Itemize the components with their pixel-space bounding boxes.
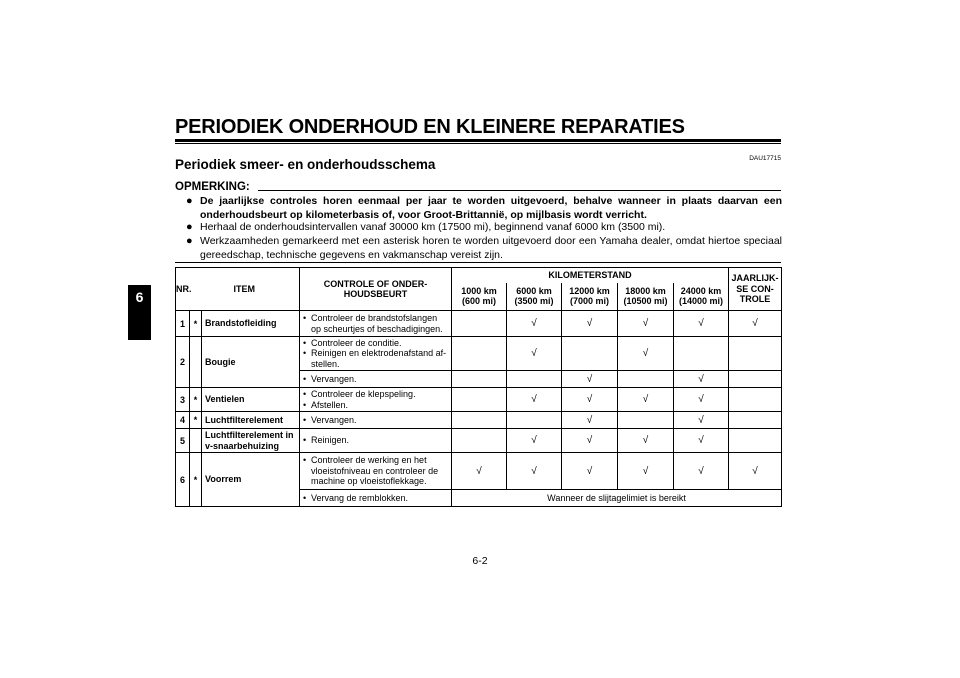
dealer-asterisk: [190, 337, 202, 388]
check-line-text: Vervangen.: [311, 373, 357, 384]
note-text: Werkzaamheden gemarkeerd met een asterisk horen te worden uitgevoerd door een Yamaha dealer, omdat hiertoe speciaal gereedschap, technische gegevens en vakmanschap vereist zijn.: [200, 235, 782, 261]
bullet-icon: •: [303, 414, 307, 425]
check-line-text: machine op vloeistoflekkage.: [311, 476, 427, 487]
interval-check-cell: √: [562, 412, 618, 429]
bullet-icon: •: [303, 492, 307, 503]
row-number: 5: [176, 429, 190, 453]
interval-check-cell: √: [507, 388, 562, 412]
bullet-icon: ●: [186, 235, 193, 247]
check-description: [300, 337, 452, 371]
yearly-check-cell: [729, 429, 782, 453]
dealer-asterisk: *: [190, 311, 202, 337]
dealer-asterisk: *: [190, 453, 202, 507]
header-kilometerstand: KILOMETERSTAND: [452, 268, 729, 283]
interval-check-cell: [507, 412, 562, 429]
check-line: [303, 359, 451, 370]
reference-code: DAU17715: [749, 155, 781, 162]
note-text: De jaarlijkse controles horen eenmaal per jaar te worden uitgevoerd, behalve wanneer in plaats daarvan een onderhoudsbeurt op kilometerbasis of, voor Groot-Brittannië, op mijlbasis wordt verricht.: [200, 195, 782, 221]
chapter-tab: [128, 285, 151, 340]
bullet-icon: •: [303, 435, 307, 446]
interval-check-cell: [618, 371, 674, 388]
interval-check-cell: √: [562, 311, 618, 337]
note-item: [186, 221, 782, 235]
interval-check-cell: [452, 311, 507, 337]
interval-check-cell: √: [562, 453, 618, 490]
bullet-icon: •: [303, 313, 307, 323]
check-line-text: Controleer de klepspeling.: [311, 389, 416, 399]
yearly-check-cell: [729, 337, 782, 371]
header-interval: [674, 283, 729, 311]
interval-check-cell: √: [674, 429, 729, 453]
check-line: [303, 313, 451, 324]
check-line-text: Controleer de brandstofslangen: [311, 313, 438, 323]
interval-check-cell: √: [674, 453, 729, 490]
yearly-check-cell: [729, 412, 782, 429]
check-description: [300, 371, 452, 388]
table-row: [176, 412, 782, 429]
yearly-check-cell: √: [729, 311, 782, 337]
interval-check-cell: [452, 388, 507, 412]
item-name: Luchtfilterelement in v-snaarbehuizing: [202, 429, 300, 453]
interval-check-cell: √: [618, 429, 674, 453]
maintenance-table: [175, 267, 782, 507]
table-row: [176, 311, 782, 337]
check-line-text: Vervang de remblokken.: [311, 492, 409, 503]
check-line: [303, 400, 451, 411]
yearly-check-cell: √: [729, 453, 782, 490]
check-line-text: Reinigen en elektrodenafstand af-: [311, 348, 447, 359]
bullet-icon: ●: [186, 195, 193, 207]
header-nr: NR.: [176, 268, 190, 311]
interval-note: Wanneer de slijtagelimiet is bereikt: [452, 490, 782, 507]
interval-km: 12000 km: [569, 285, 610, 296]
check-description: [300, 490, 452, 507]
item-name: Luchtfilterelement: [202, 412, 300, 429]
check-line: [303, 466, 451, 477]
interval-check-cell: √: [618, 337, 674, 371]
interval-check-cell: √: [507, 453, 562, 490]
interval-mi: (3500 mi): [514, 296, 554, 307]
interval-km: 24000 km: [680, 285, 722, 296]
table-row: [176, 388, 782, 412]
row-number: 2: [176, 337, 190, 388]
note-end-rule: [175, 262, 781, 263]
check-line: [303, 338, 451, 349]
item-name: Ventielen: [202, 388, 300, 412]
chapter-title: PERIODIEK ONDERHOUD EN KLEINERE REPARATIES: [175, 116, 685, 138]
check-line-text: Afstellen.: [311, 399, 349, 410]
dealer-asterisk: *: [190, 388, 202, 412]
bullet-icon: •: [303, 399, 307, 410]
header-interval: [618, 283, 674, 311]
interval-check-cell: √: [618, 388, 674, 412]
interval-check-cell: √: [674, 311, 729, 337]
header-item: ITEM: [190, 268, 300, 311]
interval-mi: (14000 mi): [679, 296, 724, 307]
interval-check-cell: √: [674, 412, 729, 429]
table-row: [176, 337, 782, 371]
bullet-icon: •: [303, 348, 307, 359]
header-interval: [562, 283, 618, 311]
yearly-check-cell: [729, 371, 782, 388]
row-number: 1: [176, 311, 190, 337]
interval-check-cell: [618, 412, 674, 429]
interval-check-cell: [674, 337, 729, 371]
interval-check-cell: √: [674, 388, 729, 412]
check-line: [303, 435, 451, 446]
check-description: [300, 453, 452, 490]
interval-check-cell: √: [562, 388, 618, 412]
section-title: Periodiek smeer- en onderhoudsschema: [175, 157, 436, 172]
interval-check-cell: √: [507, 429, 562, 453]
dealer-asterisk: [190, 429, 202, 453]
interval-check-cell: √: [618, 453, 674, 490]
check-description: [300, 429, 452, 453]
header-interval: [452, 283, 507, 311]
interval-check-cell: √: [562, 371, 618, 388]
check-description: [300, 412, 452, 429]
check-line-text: Reinigen.: [311, 435, 350, 446]
yearly-check-cell: [729, 388, 782, 412]
interval-check-cell: [452, 429, 507, 453]
header-interval: [507, 283, 562, 311]
check-line: [303, 389, 451, 400]
check-description: [300, 388, 452, 412]
check-line-text: Vervangen.: [311, 414, 357, 425]
bullet-icon: •: [303, 455, 307, 466]
check-line: [303, 415, 451, 426]
check-line-text: Controleer de werking en het: [311, 455, 427, 466]
check-line: [303, 476, 451, 487]
note-text: Herhaal de onderhoudsintervallen vanaf 30000 km (17500 mi), beginnend vanaf 6000 km (3500 mi).: [200, 221, 666, 233]
interval-mi: (600 mi): [461, 296, 496, 307]
chapter-tab-label: 6: [135, 289, 144, 305]
interval-check-cell: [452, 412, 507, 429]
header-yearly: JAARLIJK-SE CON-TROLE: [729, 268, 782, 311]
table-row: [176, 429, 782, 453]
interval-check-cell: √: [618, 311, 674, 337]
note-item: [186, 235, 782, 262]
check-line: [303, 493, 451, 504]
check-line: [303, 348, 451, 359]
bullet-icon: •: [303, 337, 307, 348]
interval-km: 1000 km: [461, 285, 497, 296]
interval-km: 6000 km: [516, 285, 552, 296]
interval-check-cell: [452, 371, 507, 388]
item-name: Brandstofleiding: [202, 311, 300, 337]
interval-mi: (10500 mi): [623, 296, 668, 307]
row-number: 3: [176, 388, 190, 412]
table-body: [176, 311, 782, 507]
dealer-asterisk: *: [190, 412, 202, 429]
note-label: OPMERKING:: [175, 181, 250, 193]
check-description: [300, 311, 452, 337]
bullet-icon: •: [303, 373, 307, 384]
interval-check-cell: [562, 337, 618, 371]
table-row: [176, 453, 782, 490]
bullet-icon: •: [303, 389, 307, 399]
check-line: [303, 374, 451, 385]
interval-check-cell: √: [562, 429, 618, 453]
note-rule: [258, 190, 781, 191]
check-line: [303, 455, 451, 466]
check-line-text: op scheurtjes of beschadigingen.: [311, 323, 443, 334]
interval-check-cell: √: [674, 371, 729, 388]
interval-check-cell: √: [507, 337, 562, 371]
check-line: [303, 324, 451, 335]
item-name: Bougie: [202, 337, 300, 388]
interval-check-cell: [452, 337, 507, 371]
row-number: 6: [176, 453, 190, 507]
interval-check-cell: [507, 371, 562, 388]
title-rule-thick: [175, 139, 781, 142]
interval-mi: (7000 mi): [569, 296, 610, 307]
check-line-text: vloeistofniveau en controleer de: [311, 465, 439, 476]
check-line-text: stellen.: [311, 358, 340, 369]
note-item: [186, 195, 782, 222]
header-check: CONTROLE OF ONDER-HOUDSBEURT: [300, 268, 452, 311]
interval-check-cell: √: [507, 311, 562, 337]
interval-km: 18000 km: [625, 285, 666, 296]
bullet-icon: ●: [186, 221, 193, 233]
row-number: 4: [176, 412, 190, 429]
item-name: Voorrem: [202, 453, 300, 507]
check-line-text: Controleer de conditie.: [311, 337, 402, 348]
page-number: 6-2: [472, 555, 488, 567]
title-rule-thin: [175, 143, 781, 144]
interval-check-cell: √: [452, 453, 507, 490]
